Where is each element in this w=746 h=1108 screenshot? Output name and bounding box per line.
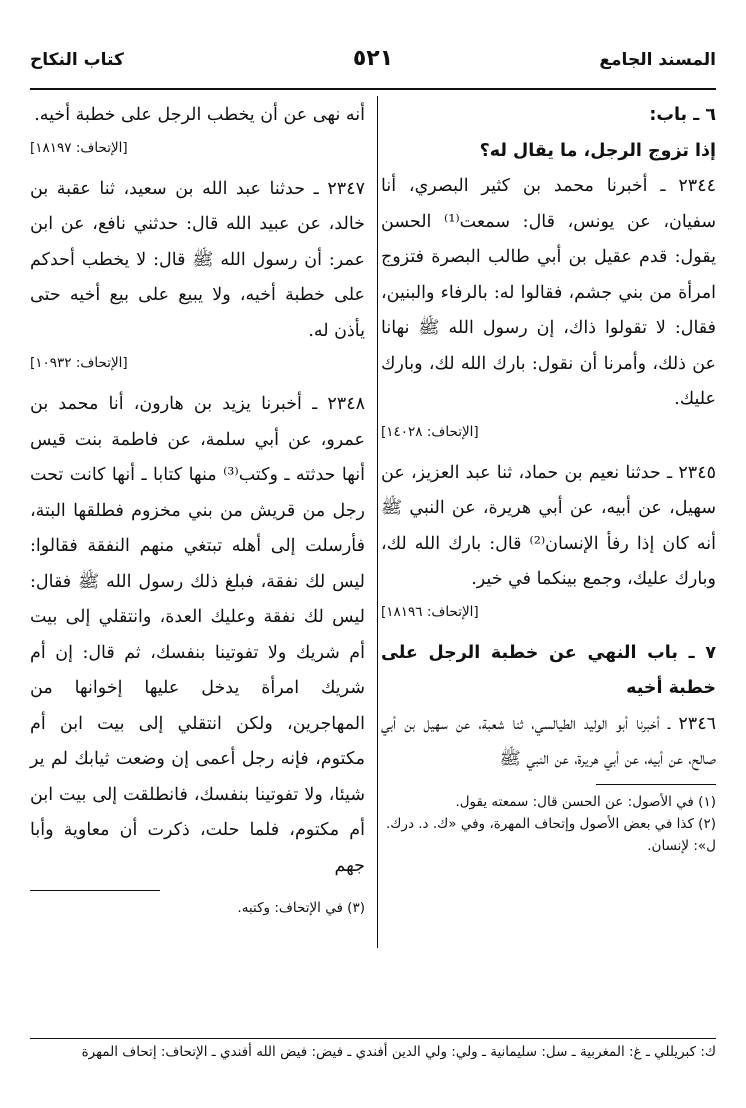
right-column (381, 98, 716, 857)
bab7-title: ٧ ـ باب النهي عن خطبة الرجل على خطبة أخيه (381, 642, 716, 698)
left-column (30, 98, 365, 919)
header-rule (30, 88, 716, 90)
footnote-rule (30, 890, 160, 891)
hadith-2345: ٢٣٤٥ ـ حدثنا نعيم بن حماد، ثنا عبد العزيز، عن سهيل، عن أبيه، عن أبي هريرة، عن النبي ﷺ أنه كان إذا رفأ الإنسان⁽²⁾ قال: بارك الله لك، وبارك عليك، وجمع بينكما في خير. (381, 462, 716, 589)
hadith-2344: ٢٣٤٤ ـ أخبرنا محمد بن كثير البصري، أنا سفيان، عن يونس، قال: سمعت⁽¹⁾ الحسن يقول: قدم عقيل بن أبي طالب البصرة فتزوج امرأة من بني جشم، فقالوا له: بالرفاء والبنين، فقال: لا تقولوا ذاك، إن رسول الله ﷺ نهانا عن ذلك، وأمرنا أن نقول: بارك الله لك، وبارك عليك. (381, 176, 716, 409)
hadith-2348: ٢٣٤٨ ـ أخبرنا يزيد بن هارون، أنا محمد بن عمرو، عن أبي سلمة، عن فاطمة بنت قيس أنها حدثته ـ وكتب⁽³⁾ منها كتابا ـ أنها كانت تحت رجل من قريش من بني مخزوم فطلقها البتة، فأرسلت إلى أهله تبتغي منهم النفقة فقالوا: ليس لك نفقة، فبلغ ذلك رسول الله ﷺ فقال: ليس لك نفقة وعليك العدة، وانتقلي إلى بيت أم شريك ولا تفوتينا بنفسك، ثم قال: إن أم شريك امرأة يدخل عليها إخوانها من المهاجرين، ولكن انتقلي إلى بيت ابن أم مكتوم، فإنه رجل أعمى إن وضعت ثيابك لم ير شيئا، ولا تفوتينا بنفسك، فانطلقت إلى بيت ابن أم مكتوم، فلما حلت، ذكرت أن معاوية وأبا جهم (30, 394, 366, 876)
hadith-2346: ٢٣٤٦ ـ أخبرنا أبو الوليد الطيالسي، ثنا شعبة، عن سهيل بن أبي صالح، عن أبيه، عن أبي هريرة، عن النبي ﷺ (381, 713, 716, 769)
page-number: ٥٢١ (352, 46, 394, 71)
bab6-subtitle: إذا تزوج الرجل، ما يقال له؟ (479, 140, 716, 161)
footnote-rule (596, 784, 716, 785)
hadith-2346-continued: أنه نهى عن أن يخطب الرجل على خطبة أخيه. (34, 105, 365, 125)
bab6-title: ٦ ـ باب: (649, 105, 716, 125)
hadith-2347: ٢٣٤٧ ـ حدثنا عبد الله بن سعيد، ثنا عقبة بن خالد، عن عبيد الله قال: حدثني نافع، عن ابن عمر: أن رسول الله ﷺ قال: لا يخطب أحدكم على خطبة أخيه، ولا يبيع على بيع أخيه حتى يأذن له. (30, 178, 365, 341)
column-divider (377, 96, 378, 948)
footnote-3: (٣) في الإتحاف: وكتبه. (237, 900, 365, 916)
hadith-2347-ref: [الإتحاف: ١٠٩٣٢] (30, 355, 128, 371)
hadith-2344-ref: [الإتحاف: ١٤٠٢٨] (381, 423, 479, 440)
hadith-2345-ref: [الإتحاف: ١٨١٩٦] (381, 603, 479, 620)
footnote-2: (٢) كذا في بعض الأصول وإتحاف المهرة، وفي «ك. د. درك. ل»: لإنسان. (386, 815, 716, 854)
running-header (30, 46, 716, 82)
chapter-title: كتاب النكاح (30, 50, 124, 70)
abbreviations-footer: ك: كبريللي ـ غ: المغربية ـ سل: سليمانية ـ ولي: ولي الدين أفندي ـ فيض: فيض الله أفندي ـ الإتحاف: إتحاف المهرة (81, 1044, 716, 1060)
footer-rule (30, 1038, 716, 1039)
footnote-1: (١) في الأصول: عن الحسن قال: سمعته يقول. (455, 793, 716, 810)
book-title: المسند الجامع (599, 50, 716, 70)
hadith-2346-ref: [الإتحاف: ١٨١٩٧] (30, 139, 128, 156)
